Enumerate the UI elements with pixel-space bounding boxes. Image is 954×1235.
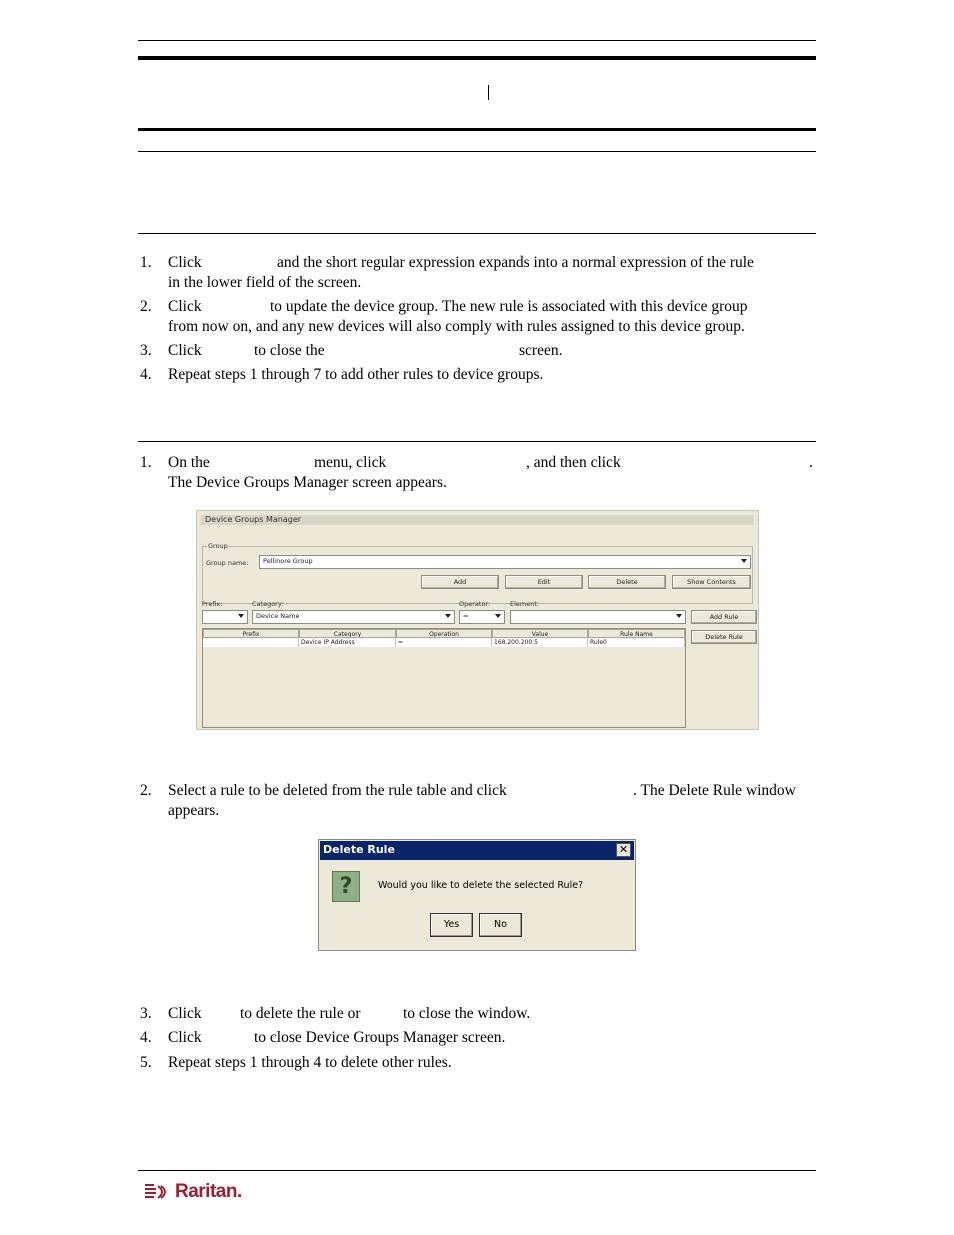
dgm-category-select[interactable] — [252, 610, 455, 624]
dgm-add-rule-button[interactable]: Add Rule — [691, 610, 757, 624]
step-number: 4. — [140, 1029, 152, 1046]
column-header: Prefix — [203, 629, 299, 638]
header-rule-thin-bottom — [138, 151, 816, 152]
dgm-delete-rule-button[interactable]: Delete Rule — [691, 630, 757, 644]
dgm-add-button[interactable]: Add — [421, 575, 499, 589]
step-text: Click — [168, 1029, 202, 1046]
header-rule-thin-top — [138, 40, 816, 41]
table-cell — [203, 638, 299, 647]
header-separator — [488, 85, 489, 100]
step-text: , and then click — [526, 454, 621, 471]
close-icon[interactable]: ✕ — [616, 843, 631, 857]
step-number: 2. — [140, 298, 152, 315]
step-text: The Device Groups Manager screen appears. — [168, 474, 447, 491]
column-header: Value — [492, 629, 588, 638]
header-rule-thick-top — [138, 56, 816, 60]
dgm-category-value: Device Name — [256, 612, 300, 620]
dgm-operator-value: = — [463, 612, 469, 620]
dialog-message: Would you like to delete the selected Rule? — [378, 880, 584, 891]
step-number: 2. — [140, 782, 152, 799]
chevron-down-icon — [238, 614, 244, 618]
step-text: to close the window. — [403, 1005, 531, 1022]
step-number: 3. — [140, 1005, 152, 1022]
step-text: . The Delete Rule window — [633, 782, 796, 799]
step-text: to update the device group. The new rule is associated with this device group — [270, 298, 748, 315]
step-text: to close Device Groups Manager screen. — [254, 1029, 506, 1046]
step-text: in the lower field of the screen. — [168, 274, 362, 291]
chevron-down-icon — [741, 559, 747, 563]
dgm-operator-label: Operator: — [459, 600, 491, 608]
question-icon: ? — [332, 871, 360, 902]
step-number: 1. — [140, 454, 152, 471]
step-text: menu, click — [314, 454, 387, 471]
dgm-delete-button[interactable]: Delete — [588, 575, 666, 589]
raritan-logo-text: Raritan. — [175, 1181, 242, 1202]
step-text: . — [809, 454, 813, 471]
no-button[interactable]: No — [479, 913, 522, 937]
step-text: and the short regular expression expands into a normal expression of the rule — [277, 254, 754, 271]
column-header: Rule Name — [588, 629, 685, 638]
table-cell: 168.200.200.5 — [492, 638, 588, 647]
table-cell: = — [396, 638, 492, 647]
dgm-title: Device Groups Manager — [201, 515, 754, 525]
step-text: Click — [168, 342, 202, 359]
step-text: from now on, and any new devices will also comply with rules assigned to this device group. — [168, 318, 745, 335]
step-text: Repeat steps 1 through 4 to delete other rules. — [168, 1054, 452, 1071]
dgm-rule-table — [202, 628, 686, 728]
step-number: 4. — [140, 366, 152, 383]
dgm-group-name-value: Pellinore Group — [263, 557, 313, 565]
table-cell: Device IP Address — [299, 638, 396, 647]
section2-rule — [138, 441, 816, 442]
table-cell: Rule0 — [588, 638, 685, 647]
step-text: appears. — [168, 802, 220, 819]
step-number: 5. — [140, 1054, 152, 1071]
chevron-down-icon — [495, 614, 501, 618]
step-text: Repeat steps 1 through 7 to add other rules to device groups. — [168, 366, 544, 383]
yes-button[interactable]: Yes — [430, 913, 473, 937]
step-text: screen. — [519, 342, 563, 359]
chevron-down-icon — [676, 614, 682, 618]
step-text: Click — [168, 254, 202, 271]
dialog-title: Delete Rule — [323, 843, 395, 856]
step-text: Click — [168, 298, 202, 315]
raritan-logo-icon — [144, 1183, 174, 1201]
dgm-category-label: Category: — [252, 600, 284, 608]
dgm-operator-select[interactable] — [459, 610, 505, 624]
chevron-down-icon — [445, 614, 451, 618]
dgm-group-label: Group — [208, 542, 228, 550]
footer-rule — [138, 1170, 816, 1171]
dgm-prefix-select[interactable] — [202, 610, 248, 624]
dgm-element-label: Element: — [510, 600, 540, 608]
step-number: 1. — [140, 254, 152, 271]
header-rule-thick-bottom — [138, 128, 816, 131]
dgm-element-select[interactable] — [510, 610, 686, 624]
step-text: Select a rule to be deleted from the rule table and click — [168, 782, 507, 799]
step-text: to delete the rule or — [240, 1005, 361, 1022]
section1-rule — [138, 233, 816, 234]
delete-rule-dialog-screenshot — [318, 839, 636, 951]
step-text: On the — [168, 454, 210, 471]
dgm-group-name-label: Group name: — [206, 559, 249, 567]
device-groups-manager-screenshot — [196, 510, 759, 730]
step-text: Click — [168, 1005, 202, 1022]
column-header: Operation — [396, 629, 492, 638]
dgm-group-name-select[interactable] — [259, 555, 751, 569]
column-header: Category — [299, 629, 396, 638]
dgm-show-contents-button[interactable]: Show Contents — [672, 575, 751, 589]
step-number: 3. — [140, 342, 152, 359]
dgm-edit-button[interactable]: Edit — [505, 575, 583, 589]
step-text: to close the — [254, 342, 325, 359]
dgm-prefix-label: Prefix: — [202, 600, 223, 608]
dialog-title-bar — [320, 841, 634, 860]
